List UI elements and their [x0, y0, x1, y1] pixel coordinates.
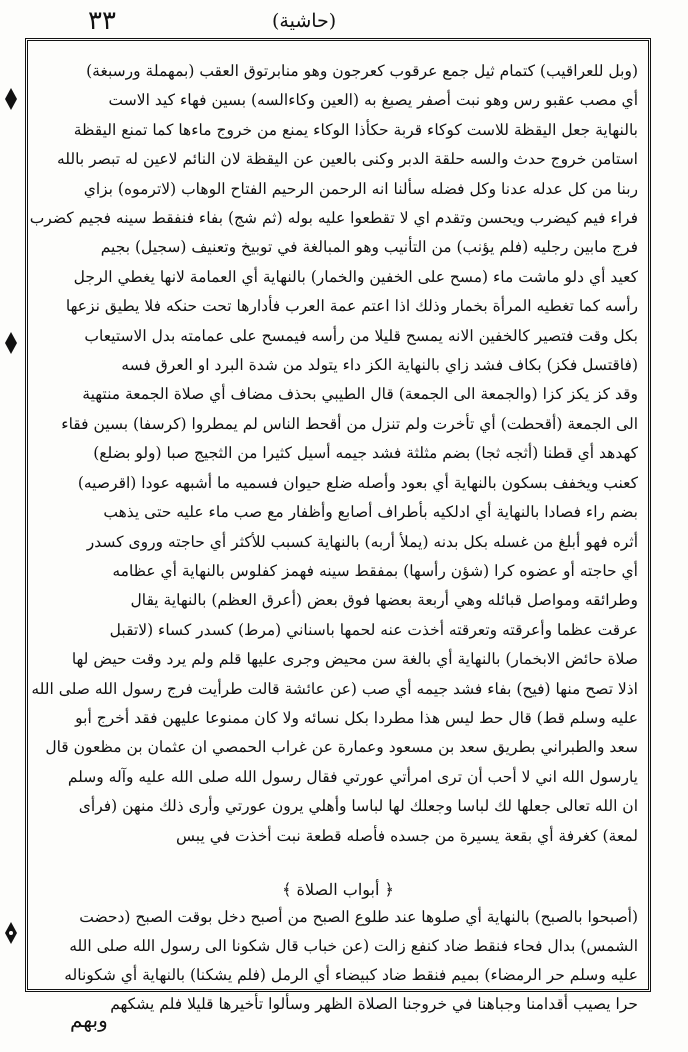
text-line: صلاة حائض الابخمار) بالنهاية أي بالغة سن محيض وجرى عليها قلم ولم يرد وقت حيض لها — [71, 650, 638, 669]
text-line: (أصبحوا بالصبح) بالنهاية أي صلوها عند طلوع الصبح من أصبح دخل بوقت الصبح (دحضت — [79, 908, 638, 926]
body-text-continued — [38, 903, 638, 1013]
text-line: ربنا من كل عدله عدنا وكل فضله سألنا انه الرحمن الرحيم الفتاح الوهاب (لاترموه) بزاي — [83, 179, 638, 198]
text-line: وقد كز يكز كزا (والجمعة الى الجمعة) قال الطيبي بحذف مضاف أي صلاة الجمعة منتهية — [82, 385, 638, 404]
text-line: حرا يصيب أقدامنا وجباهنا في خروجنا الصلاة الظهر وسألوا تأخيرها قليلا فلم يشكهم — [110, 995, 638, 1013]
text-line: فراء فيم كيضرب ويحسن وتقدم اي لا تقطعوا عليه بوله (ثم شج) بفاء فنفقط سينه فجيم كضرب — [29, 209, 638, 228]
text-line: بكل وقت فتصير كالخفين الانه يمسح قليلا من رأسه فيمسح على عمامته بدل الاستيعاب — [84, 326, 638, 345]
text-line: ان الله تعالى جعلها لك لباسا وجعلك لها لباسا وأهلي يرون عورتي وأرى ذلك منهن (فرأى — [78, 797, 638, 816]
text-line: بالنهاية جعل اليقظة للاست كوكاء قربة حكأذا الوكاء يمنع من خروج ماءها كما تمنع اليقظة — [73, 120, 638, 139]
text-line: رأسه كما تغطيه المرأة بخمار وذلك اذا اعتم عمة العرب فأدارها تحت حنكه فلا يطيق نزعها — [65, 297, 638, 316]
text-line: عرقت عظما وأعرقته وتعرقته أخذت عنه لحمها باسناني (مرط) كسدر كساء (لاتقبل — [109, 620, 638, 639]
text-line: اذلا تصح منها (فيح) بفاء فشد جيمه أي صب (عن عائشة قالت طرأيت فرج رسول الله صلى الله — [31, 679, 638, 698]
body-text — [29, 57, 638, 875]
text-line: وطرائقه ومواصل قبائله وهي أربعة بعضها فوق بعض (أعرق العظم) بالنهاية يقال — [130, 591, 638, 610]
text-line: عليه وسلم حر الرمضاء) بميم فنقط ضاد كبيضاء أي الرمل (فلم يشكنا) بالنهاية أي شكوناله — [64, 966, 638, 984]
text-frame — [25, 38, 651, 1013]
text-line: أي حاجته أو عضوه كرا (شؤن رأسها) بمفقط سينه فهمز كفلوس بالنهاية أي عظامه — [112, 561, 638, 580]
text-line: (وبل للعراقيب) كتمام ثيل جمع عرقوب كعرجون وهو منابرتوق العقب (بمهملة ورسبغة) — [86, 62, 638, 80]
margin-ornament-icon — [4, 332, 18, 354]
text-line: كهدهد أي قطنا (أثجه ثجا) بضم مثلثة فشد جيمه أسيل كثيرا من الثجيج صبا (ولو بضلع) — [93, 444, 638, 463]
catchword: وبهم — [70, 1008, 108, 1032]
text-line: فرج مابين رجليه (فلم يؤنب) من التأنيب وهو المبالغة في توبيخ وتعنيف (سجيل) بجيم — [100, 238, 638, 257]
section-heading: ﴿ أبواب الصلاة ﴾ — [282, 880, 394, 899]
text-line: أي مصب عقبو رس وهو نبت أصفر يصبغ به (العين وكاءالسه) بسين فهاء كيد الاست — [108, 91, 638, 110]
text-line: الى الجمعة (أقحطت) أي تأخرت ولم تنزل من أقحط الناس لم يمطروا (كرسفا) بسين فقاء — [61, 414, 638, 433]
running-head: (حاشية) — [272, 10, 337, 32]
text-line: كعيد أي دلو ماشت ماء (مسح على الخفين والخمار) بالنهاية أي العمامة لانها يغطي الرجل — [73, 267, 638, 286]
text-line: كعنب ويخفف بسكون بالنهاية أي بعود وأصله ضلع حيوان فسميه ما أشبهه عودا (اقرصيه) — [77, 473, 638, 492]
text-line: استامن خروج حدث والسه حلقة الدبر وكنى بالعين عن اليقظة لان النائم لاعين له تبصر بالله — [56, 150, 638, 169]
margin-ornament-icon — [4, 922, 18, 944]
text-line: (فاقتسل فكز) بكاف فشد زاي بالنهاية الكز داء يتولد من شدة البرد او العرق فسه — [121, 356, 638, 375]
text-line: أثره فهو أبلغ من غسله بكل بدنه (يملأ أربه) بالنهاية كسبب للأكثر أي حاجته وروى كسدر — [86, 532, 638, 551]
text-line: لمعة) كغرفة أي بقعة يسيرة من جسده فأصله قطعة نبت أخذت في يبس — [176, 826, 638, 845]
text-line: سعد والطبراني بطريق سعد بن مسعود وعمارة عن غراب الحمصي ان عثمان بن مظعون قال — [45, 738, 638, 757]
text-line: الشمس) بدال فحاء فنقط ضاد كنفع زالت (عن خباب قال شكونا الى رسول الله صلى الله — [69, 937, 638, 955]
page-number: ٣٣ — [88, 6, 116, 36]
text-line: بضم راء فصادا بالنهاية أي ادلكيه بأطراف أصابع وأظفار مع صب ماء عليه حتى يذهب — [103, 503, 638, 522]
margin-ornament-icon — [4, 88, 18, 110]
text-line: يارسول الله اني لا أحب أن ترى امرأتي عورتي فقال رسول الله صلى الله عليه وآله وسلم — [67, 767, 638, 786]
text-line: عليه وسلم قط) قال حط ليس هذا مطردا بكل نسائه ولا كان ممنوعا عليهن فقد أخرج أبو — [75, 708, 638, 727]
